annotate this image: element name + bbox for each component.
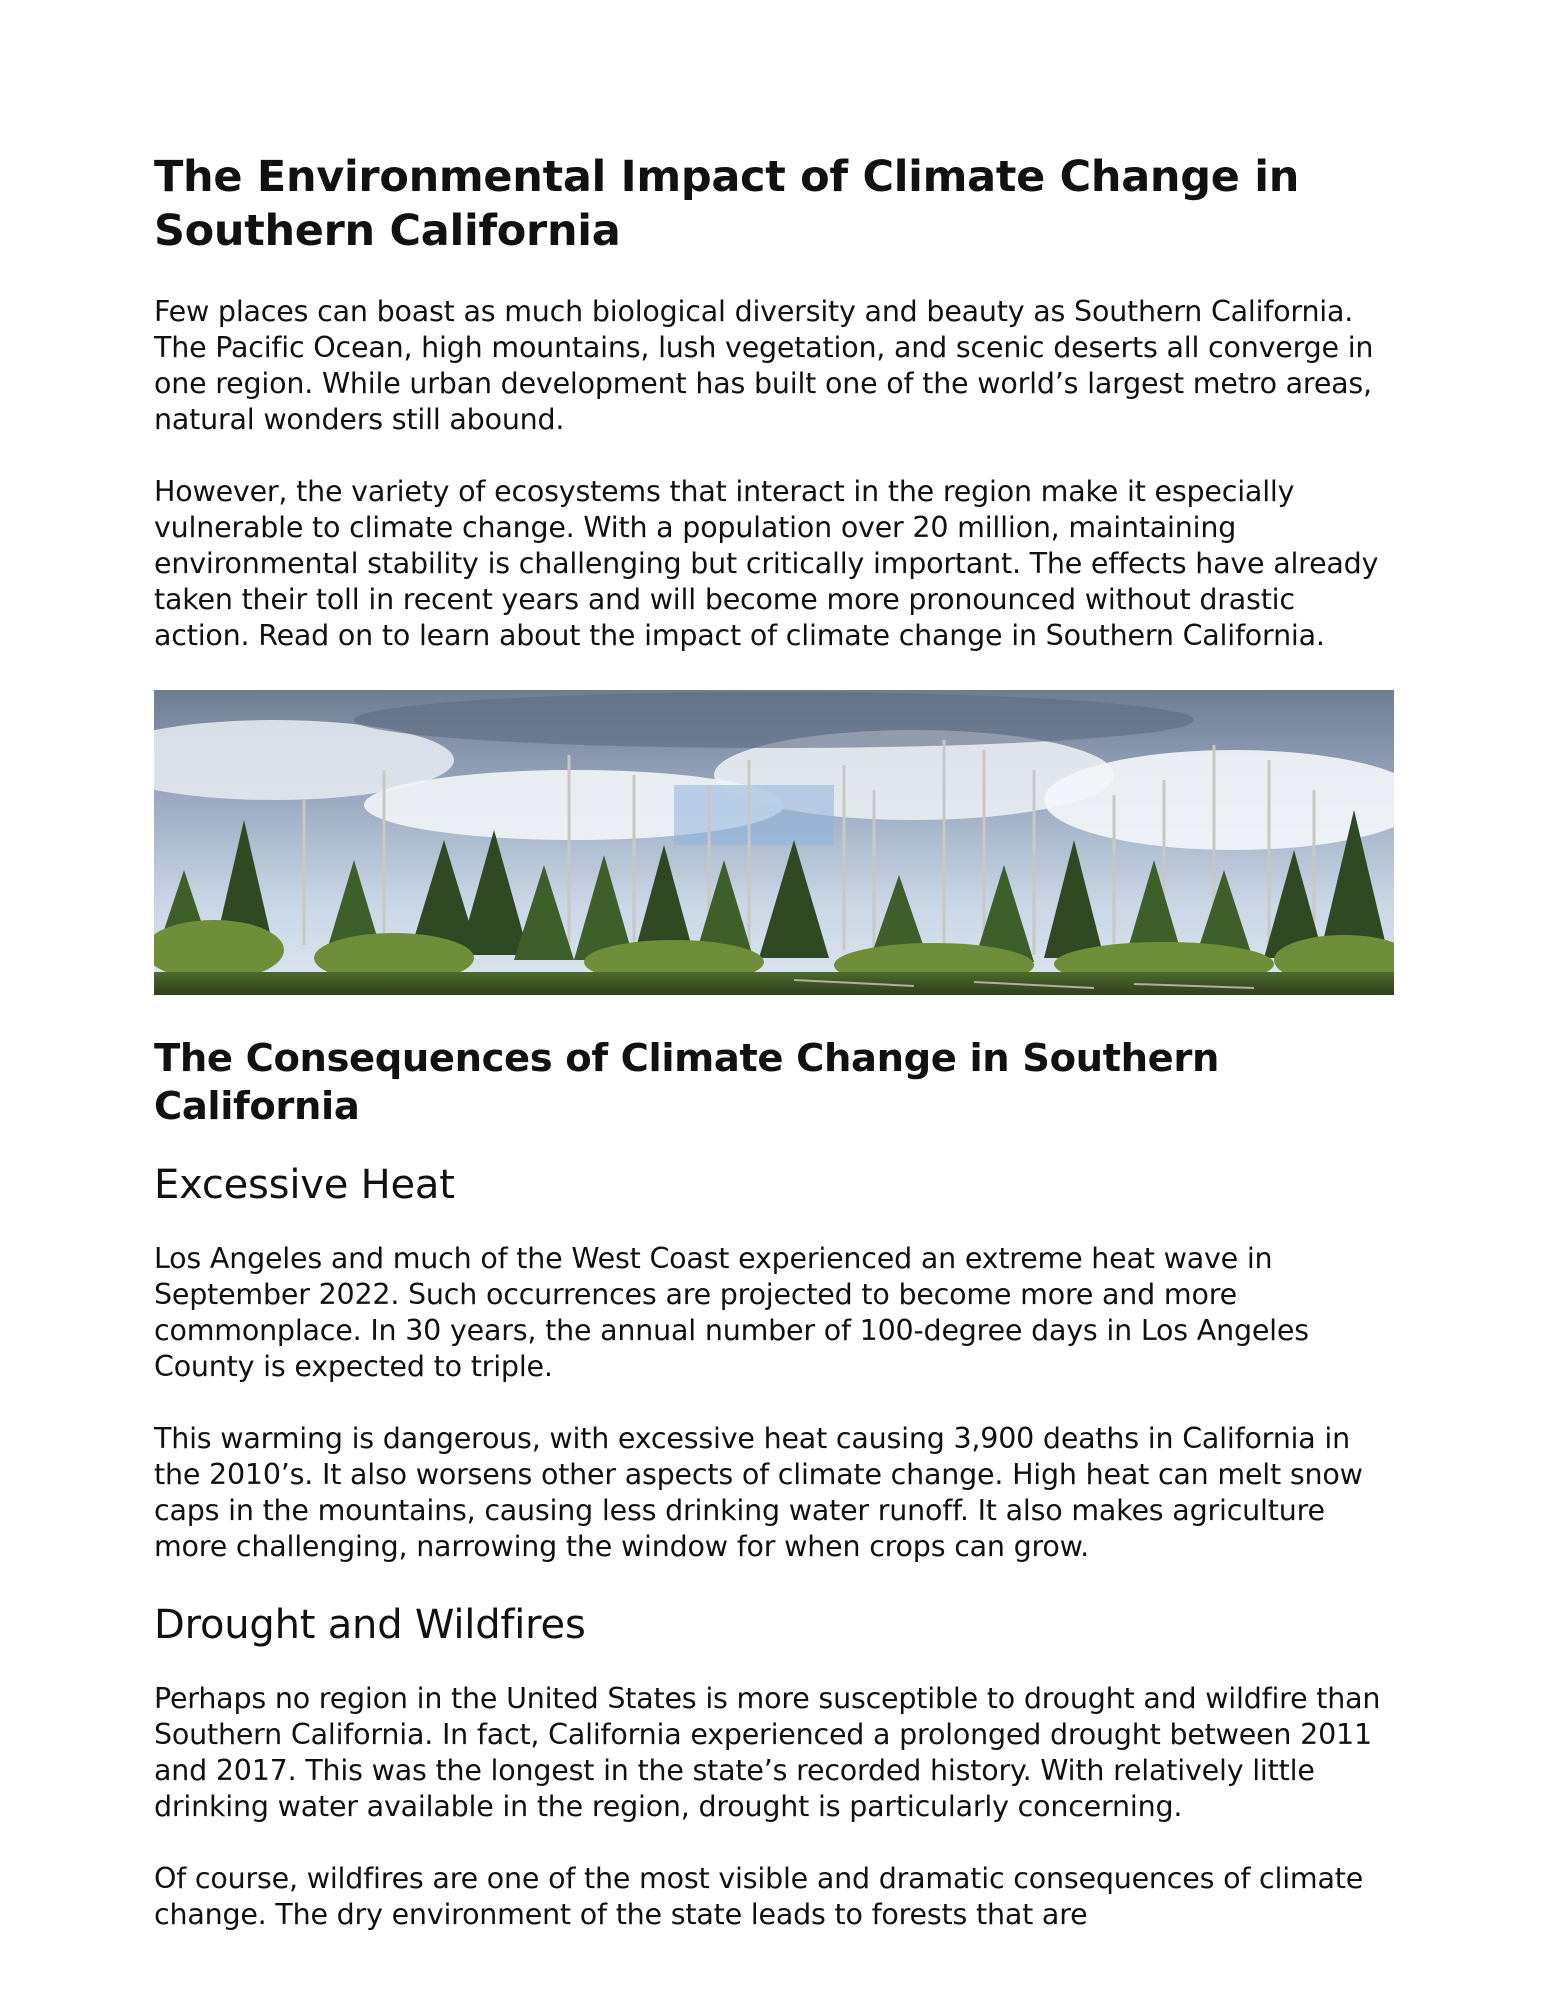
heat-paragraph-1: Los Angeles and much of the West Coast experienced an extreme heat wave in September 2022. Such occurrences are projected to become more and more commonplace. In 30 years, the annual number of 100-degree days in Los Angeles County is expected to triple. [154, 1242, 1309, 1383]
intro-paragraph-1: Few places can boast as much biological diversity and beauty as Southern California. The Pacific Ocean, high mountains, lush vegetation, and scenic deserts all converge in one region. While urban development has built one of the world’s largest metro areas, natural wonders still abound. [154, 295, 1374, 436]
document-page [154, 150, 1394, 1969]
drought-paragraph-1: Perhaps no region in the United States is more susceptible to drought and wildfire than Southern California. In fact, California experienced a prolonged drought between 2011 and 2017. This was the longest in the state’s recorded history. With relatively little drinking water available in the region, drought is particularly concerning. [154, 1682, 1381, 1823]
section-heading: The Consequences of Climate Change in Southern California [154, 1036, 1219, 1129]
drought-paragraph-2: Of course, wildfires are one of the most visible and dramatic consequences of climate change. The dry environment of the state leads to forests that are [154, 1862, 1364, 1931]
document-title: The Environmental Impact of Climate Change in Southern California [154, 152, 1300, 256]
subheading-drought-wildfires: Drought and Wildfires [154, 1602, 586, 1648]
intro-paragraph-2: However, the variety of ecosystems that interact in the region make it especially vulnerable to climate change. With a population over 20 million, maintaining environmental stability is challenging but critically important. The effects have already taken their toll in recent years and will become more pronounced without drastic action. Read on to learn about the impact of climate change in Southern California. [154, 475, 1379, 652]
subheading-excessive-heat: Excessive Heat [154, 1162, 455, 1208]
heat-paragraph-2: This warming is dangerous, with excessive heat causing 3,900 deaths in California in the 2010’s. It also worsens other aspects of climate change. High heat can melt snow caps in the mountains, causing less drinking water runoff. It also makes agriculture more challenging, narrowing the window for when crops can grow. [154, 1422, 1363, 1563]
forest-photo [154, 690, 1394, 995]
